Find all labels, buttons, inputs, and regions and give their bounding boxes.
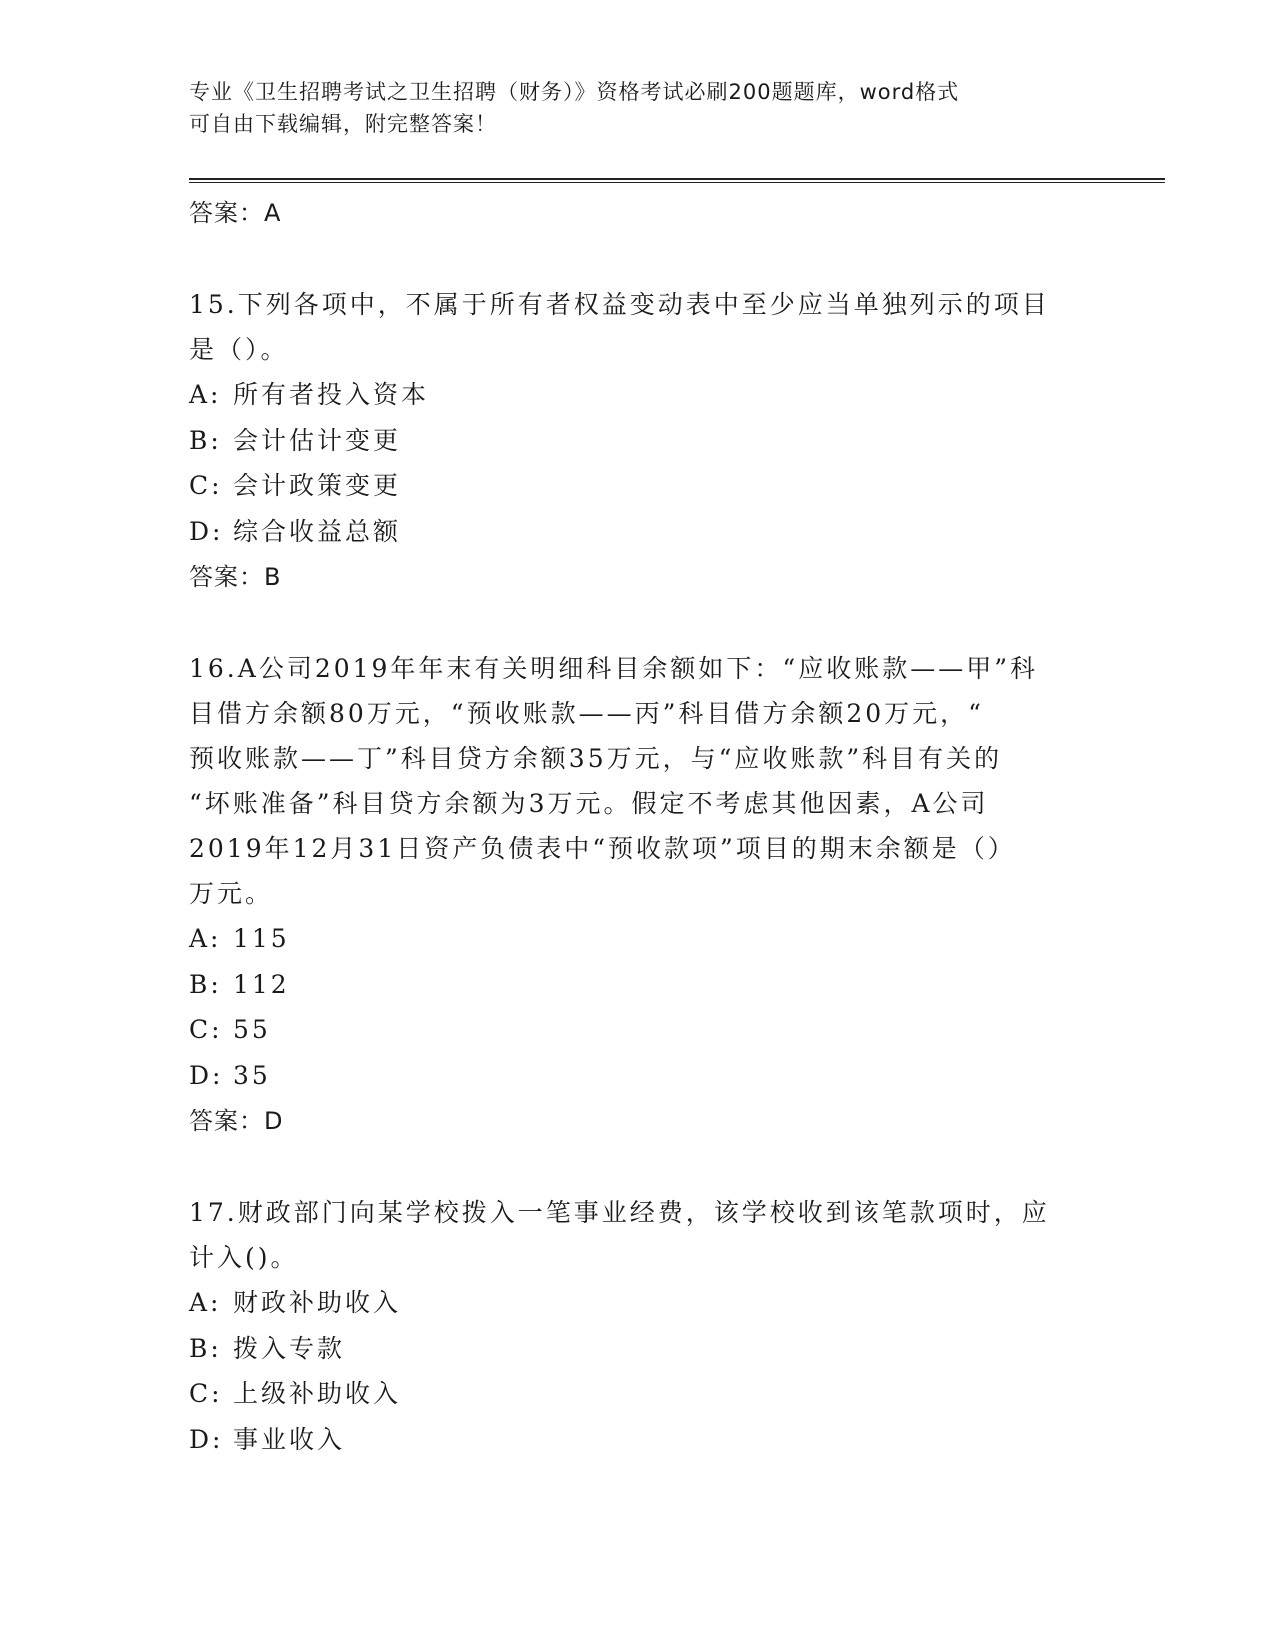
header-divider-thin — [189, 182, 1165, 183]
question-17-option-d — [189, 1417, 1089, 1463]
question-16-line-4: “坏账准备”科目贷方余额为3万元。假定不考虑其他因素，A公司 — [189, 789, 989, 818]
option-letter: D: — [189, 1060, 224, 1090]
option-text: 55 — [233, 1015, 271, 1044]
option-letter: A: — [189, 380, 222, 409]
option-letter: A: — [189, 924, 222, 953]
header-line-1: 专业《卫生招聘考试之卫生招聘（财务）》资格考试必刷200题题库，word格式 — [189, 80, 960, 104]
question-15-option-c — [189, 463, 1089, 509]
option-text: 所有者投入资本 — [233, 380, 430, 409]
option-letter: B: — [189, 1333, 222, 1363]
option-letter: C: — [189, 1379, 223, 1408]
option-letter: B: — [189, 969, 222, 999]
option-text: 35 — [233, 1060, 271, 1090]
question-15-line-2: 是（）。 — [189, 335, 289, 364]
question-16-option-a — [189, 916, 1089, 962]
question-16-line-1: 16.A公司2019年年末有关明细科目余额如下：“应收账款——甲”科 — [189, 654, 1038, 683]
option-text: 拨入专款 — [233, 1333, 346, 1363]
question-15 — [189, 282, 1089, 600]
question-17-stem — [189, 1190, 1089, 1280]
option-letter: C: — [189, 1015, 223, 1044]
question-17-line-2: 计入()。 — [189, 1243, 299, 1272]
option-text: 事业收入 — [233, 1424, 346, 1454]
page-header — [189, 76, 1089, 140]
question-16-option-c — [189, 1007, 1089, 1053]
question-16-line-3: 预收账款——丁”科目贷方余额35万元，与“应收账款”科目有关的 — [189, 744, 1003, 773]
option-text: 综合收益总额 — [233, 516, 402, 546]
answer-15: 答案：B — [189, 563, 282, 591]
option-letter: A: — [189, 1288, 222, 1317]
option-text: 上级补助收入 — [233, 1379, 402, 1408]
question-15-line-1: 15.下列各项中，不属于所有者权益变动表中至少应当单独列示的项目 — [189, 290, 1050, 319]
option-text: 115 — [233, 924, 290, 953]
question-16-option-d — [189, 1053, 1089, 1099]
option-letter: D: — [189, 1424, 224, 1454]
question-17-option-a — [189, 1280, 1089, 1326]
question-16-line-5: 2019年12月31日资产负债表中“预收款项”项目的期末余额是（） — [189, 834, 1016, 863]
document-body — [189, 190, 1089, 1462]
question-17-option-b — [189, 1326, 1089, 1372]
option-letter: B: — [189, 425, 222, 455]
answer-16: 答案：D — [189, 1107, 284, 1135]
option-text: 112 — [233, 969, 290, 999]
question-17-line-1: 17.财政部门向某学校拨入一笔事业经费，该学校收到该笔款项时，应 — [189, 1198, 1050, 1227]
question-15-option-a — [189, 372, 1089, 418]
header-line-2: 可自由下载编辑，附完整答案！ — [189, 112, 497, 136]
question-16-line-6: 万元。 — [189, 879, 274, 908]
option-text: 财政补助收入 — [233, 1288, 402, 1317]
header-divider — [189, 178, 1165, 180]
question-16-option-b — [189, 962, 1089, 1008]
question-17-option-c — [189, 1371, 1089, 1417]
question-16-line-2: 目借方余额80万元，“预收账款——丙”科目借方余额20万元，“ — [189, 699, 984, 728]
option-text: 会计估计变更 — [233, 425, 402, 455]
question-15-option-d — [189, 509, 1089, 555]
option-text: 会计政策变更 — [233, 471, 402, 500]
answer-14: 答案：A — [189, 199, 282, 227]
question-16-stem — [189, 646, 1089, 916]
option-letter: C: — [189, 471, 223, 500]
option-letter: D: — [189, 516, 224, 546]
question-17 — [189, 1190, 1089, 1462]
question-16 — [189, 646, 1089, 1144]
question-15-option-b — [189, 418, 1089, 464]
question-15-stem — [189, 282, 1089, 372]
